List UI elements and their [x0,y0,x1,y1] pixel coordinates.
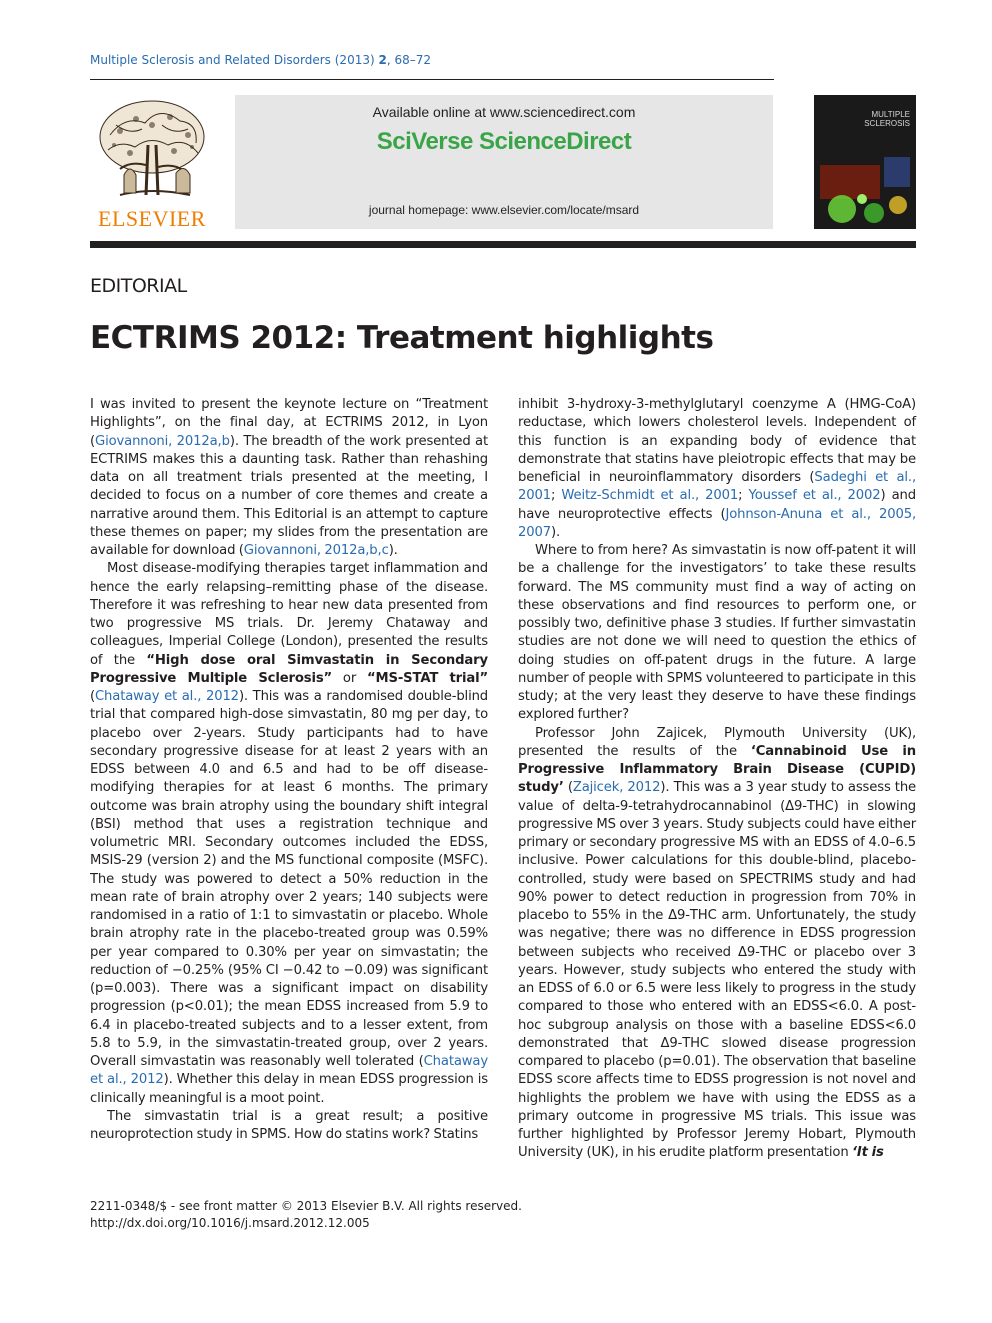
header-thick-rule [90,241,916,248]
journal-volume: 2 [378,53,387,67]
citation-link[interactable]: Chataway et al., 2012 [90,1054,488,1088]
citation-link[interactable]: Chataway et al., 2012 [95,689,239,704]
article-section-label: EDITORIAL [90,275,187,297]
paragraph: I was invited to present the keynote lecture on “Treatment Highlights”, on the final day, at ECTRIMS 2012, in Lyon (Giovannoni, 2012a,b). The breadth of the work presented at ECTRIMS makes this a daunting task. Rather than rehashing data on all treatment trials presented at the meeting, I decided to focus on a number of core themes and create a narrative around them. This Editorial is an attempt to capture these themes on paper; my slides from the presentation are available for download (Giovannoni, 2012a,b,c). [90,397,488,558]
issn-copyright: 2211-0348/$ - see front matter © 2013 Elsevier B.V. All rights reserved. [90,1199,522,1213]
citation-link[interactable]: Youssef et al., 2002 [748,488,881,504]
presentation-title: ‘It is [851,1145,884,1161]
doi-link[interactable]: http://dx.doi.org/10.1016/j.msard.2012.12.005 [90,1216,370,1230]
cover-title-line1: MULTIPLE [871,110,910,119]
citation-link[interactable]: Giovannoni, 2012a,b [95,433,230,449]
body-column-left [90,396,488,1144]
paragraph: inhibit 3-hydroxy-3-methylglutaryl coenzyme A (HMG-CoA) reductase, which lowers cholesterol levels. Independent of this function is an expanding body of evidence that demonstrate that statins have pleiotropic effects that may be beneficial in neuroinflammatory disorders (Sadeghi et al., 2001; Weitz-Schmidt et al., 2001; Youssef et al., 2002) and have neuroprotective effects (Johnson-Anuna et al., 2005, 2007). [518,397,916,540]
available-online-text[interactable]: Available online at www.sciencedirect.com [372,104,636,120]
paragraph: The simvastatin trial is a great result; a positive neuroprotection study in SPMS. How do statins work? Statins [90,1108,488,1142]
trial-name: “MS-STAT trial” [367,670,488,686]
journal-cover-image[interactable] [814,95,916,229]
citation-link[interactable]: Giovannoni, 2012a,b,c [243,543,389,558]
journal-reference-name: Multiple Sclerosis and Related Disorders (2013) [90,53,375,67]
body-column-right [518,396,916,1163]
article-title: ECTRIMS 2012: Treatment highlights [90,320,714,356]
citation-link[interactable]: Zajicek, 2012 [572,780,661,796]
cover-title-line2: SCLEROSIS [864,119,910,128]
journal-homepage-text[interactable]: journal homepage: www.elsevier.com/locate/msard [368,203,640,217]
paragraph: Where to from here? As simvastatin is now off-patent it will be a challenge for the investigators’ to take these results forward. The MS community must find a way of acting on these observations and find resources to perform one, or possibly two, definitive phase 3 studies. If further simvastatin studies are not done we will need to question the ethics of doing studies on off-patent drugs in the future. A large number of people with SPMS volunteered to participate in this study; at the very least they deserve to have these findings explored further? [518,543,916,723]
article-footer [90,1198,522,1232]
top-rule [90,79,774,80]
citation-link[interactable]: Johnson-Anuna et al., 2005, 2007 [518,506,916,540]
sciencedirect-banner [235,95,773,229]
elsevier-wordmark: ELSEVIER [98,206,206,231]
paragraph: Professor John Zajicek, Plymouth University (UK), presented the results of the ‘Cannabinoid Use in Progressive Inflammatory Brain Disease (CUPID) study’ (Zajicek, 2012). This was a 3 year study to assess the value of delta-9-tetrahydrocannabinol (Δ9-THC) in slowing progressive MS over 3 years. Study subjects could have either primary or secondary progressive MS with an EDSS of 4.0–6.5 inclusive. Power calculations for this double-blind, placebo-controlled, study were based on SPECTRIMS study and had 90% power to detect reduction in progression from 70% in placebo to 55% in the Δ9-THC arm. Unfortunately, the study was negative; there was no difference in EDSS progression between subjects who received Δ9-THC or placebo over 3 years. However, study subjects who entered the study with an EDSS of 6.0 or 6.5 were less likely to progress in the study compared to those who entered with an EDSS<6.0. A post-hoc subgroup analysis on those with a baseline EDSS<6.0 demonstrated that Δ9-THC slowed disease progression compared to placebo (p=0.01). The observation that baseline EDSS score affects time to EDSS progression is not novel and highlights the problem we have with using the EDSS as a primary outcome in progressive MS trials. This issue was further highlighted by Professor Jeremy Hobart, Plymouth University (UK), in his erudite platform presentation ‘It is [518,725,917,1161]
citation-link[interactable]: Sadeghi et al., 2001 [518,470,916,504]
trial-name: ‘Cannabinoid Use in Progressive Inflammatory Brain Disease (CUPID) study’ [518,743,916,796]
paragraph: Most disease-modifying therapies target inflammation and hence the early relapsing–remitting phase of the disease. Therefore it was refreshing to hear new data presented from two progressive MS trials. Dr. Jeremy Chataway and colleagues, Imperial College (London), presented the results of the “High dose oral Simvastatin in Secondary Progressive Multiple Sclerosis” or “MS-STAT trial” (Chataway et al., 2012). This was a randomised double-blind trial that compared high-dose simvastatin, 80 mg per day, to placebo over 2-years. Study participants had to have secondary progressive disease for at least 2 years with an EDSS between 4.0 and 6.5 and had to be off disease-modifying therapies for at least 6 months. The primary outcome was brain atrophy using the boundary shift integral (BSI) method that uses a registration technique and volumetric MRI. Secondary outcomes included the EDSS, MSIS-29 (version 2) and the MS functional composite (MSFC). The study was powered to detect a 50% reduction in the mean rate of brain atrophy over 2 years; 140 subjects were randomised in a ratio of 1:1 to simvastatin or placebo. Whole brain atrophy rate in the placebo-treated group was 0.59% per year compared to 0.30% per year on simvastatin; the reduction of −0.25% (95% CI −0.42 to −0.09) was significant (p=0.003). There was a significant impact on disability progression (p<0.01); the mean EDSS increased from 5.9 to 6.4 in placebo-treated subjects and to a lesser extent, from 5.8 to 5.9, in the simvastatin-treated group, over 2 years. Overall simvastatin was reasonably well tolerated (Chataway et al., 2012). Whether this delay in mean EDSS progression is clinically meaningful is a moot point. [90,561,489,1106]
journal-reference[interactable] [90,53,431,67]
trial-name: “High dose oral Simvastatin in Secondary Progressive Multiple Sclerosis” [90,652,488,686]
sciverse-sciencedirect-logo[interactable]: SciVerse ScienceDirect [376,128,632,155]
journal-pages: , 68–72 [386,53,432,67]
citation-link[interactable]: Weitz-Schmidt et al., 2001 [561,488,739,504]
